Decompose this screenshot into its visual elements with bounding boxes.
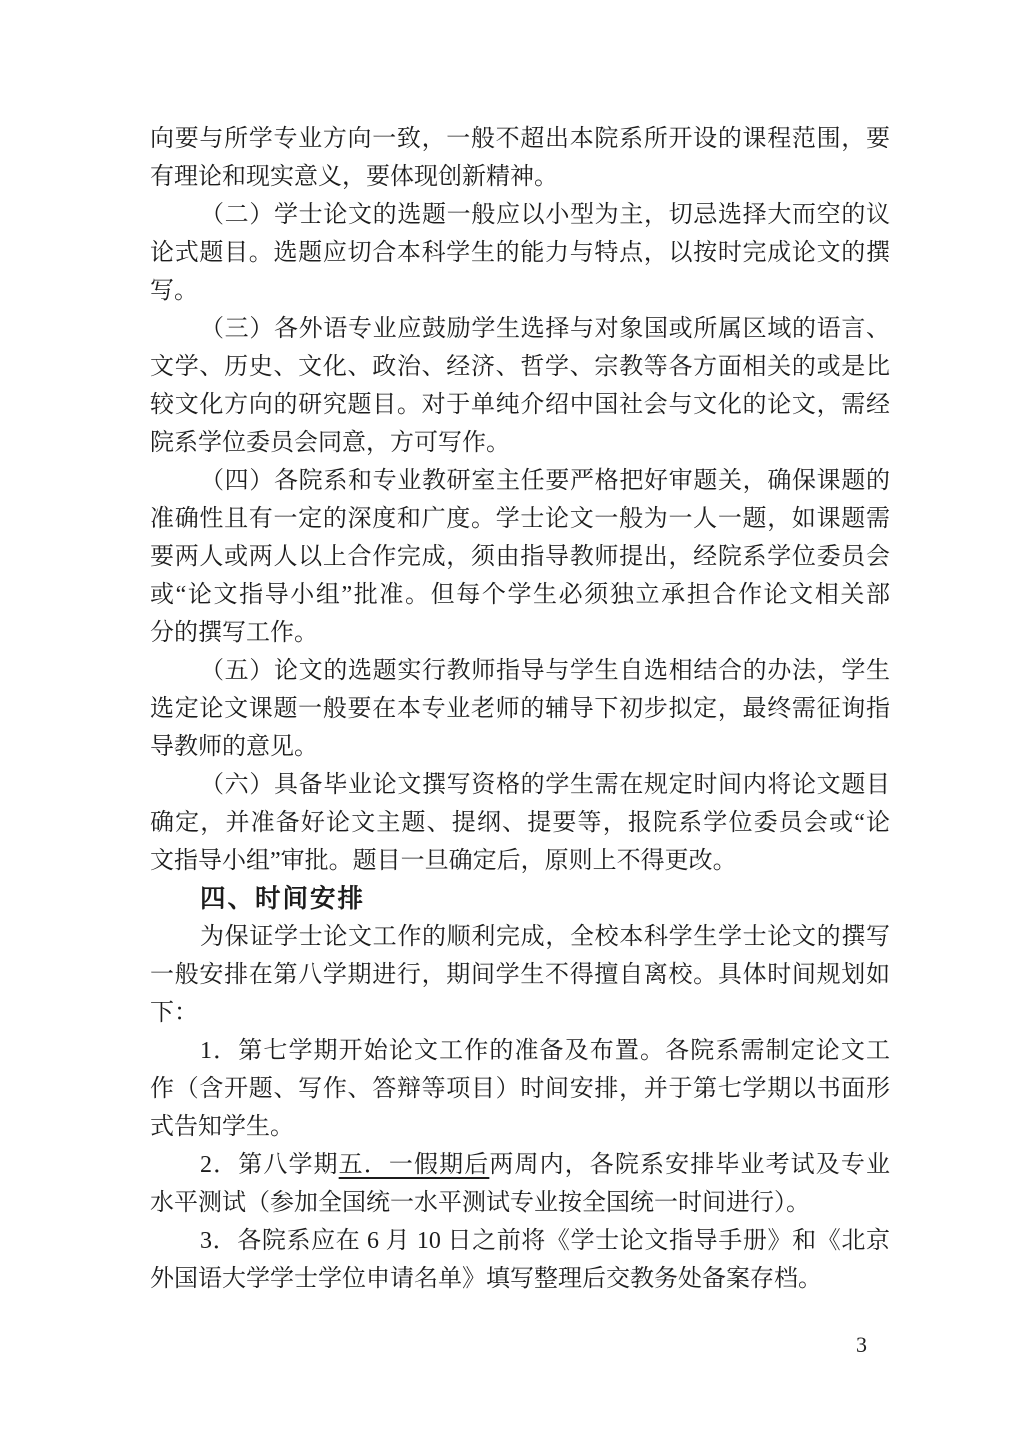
- paragraph: [150, 1146, 890, 1222]
- text-run: 文指导小组”审批。题目一旦确定后，原则上不得更改。: [150, 848, 737, 874]
- text-run: 外国语大学学士学位申请名单》填写整理后交教务处备案存档。: [150, 1266, 822, 1292]
- text-line: [150, 196, 890, 234]
- text-run: 准确性且有一定的深度和广度。学士论文一般为一人一题，如课题需: [150, 506, 890, 532]
- text-line: [150, 766, 890, 804]
- paragraph: [150, 196, 890, 310]
- text-line: [150, 386, 890, 424]
- text-run: 四、时间安排: [200, 884, 366, 913]
- text-line: [150, 728, 890, 766]
- page-number: 3: [856, 1332, 867, 1357]
- text-run: 作（含开题、写作、答辩等项目）时间安排，并于第七学期以书面形: [150, 1076, 890, 1102]
- text-line: [150, 348, 890, 386]
- text-line: [150, 310, 890, 348]
- text-line: [150, 690, 890, 728]
- text-line: [150, 918, 890, 956]
- text-run: 3．各院系应在 6 月 10 日之前将《学士论文指导手册》和《北京: [200, 1228, 890, 1254]
- paragraph: [150, 462, 890, 652]
- text-line: [150, 272, 890, 310]
- text-line: [150, 1146, 890, 1184]
- text-run: 写。: [150, 278, 198, 304]
- text-line: [150, 1070, 890, 1108]
- document-content: [150, 120, 890, 1298]
- paragraph: [150, 120, 890, 196]
- text-line: [150, 234, 890, 272]
- text-run: 向要与所学专业方向一致，一般不超出本院系所开设的课程范围，要: [150, 126, 890, 152]
- paragraph: [150, 1032, 890, 1146]
- text-line: [150, 1032, 890, 1070]
- text-run: 分的撰写工作。: [150, 620, 318, 646]
- text-run: 确定，并准备好论文主题、提纲、提要等，报院系学位委员会或“论: [150, 810, 890, 836]
- section-heading: [150, 880, 890, 918]
- text-line: [150, 652, 890, 690]
- text-run: 水平测试（参加全国统一水平测试专业按全国统一时间进行）。: [150, 1190, 810, 1216]
- text-line: [150, 804, 890, 842]
- text-run: 文学、历史、文化、政治、经济、哲学、宗教等各方面相关的或是比: [150, 354, 890, 380]
- text-line: [150, 842, 890, 880]
- text-run: 要两人或两人以上合作完成，须由指导教师提出，经院系学位委员会: [150, 544, 890, 570]
- text-run: 较文化方向的研究题目。对于单纯介绍中国社会与文化的论文，需经: [150, 392, 890, 418]
- underlined-text: 五．一假期后: [338, 1152, 490, 1178]
- text-run: （六）具备毕业论文撰写资格的学生需在规定时间内将论文题目: [200, 772, 890, 798]
- text-run: 1．第七学期开始论文工作的准备及布置。各院系需制定论文工: [200, 1038, 890, 1064]
- text-line: [150, 614, 890, 652]
- text-line: [150, 1184, 890, 1222]
- paragraph: [150, 310, 890, 462]
- text-run: 式告知学生。: [150, 1114, 294, 1140]
- text-run: 导教师的意见。: [150, 734, 318, 760]
- text-run: （四）各院系和专业教研室主任要严格把好审题关，确保课题的: [200, 468, 890, 494]
- text-line: [150, 1108, 890, 1146]
- text-run: 选定论文课题一般要在本专业老师的辅导下初步拟定，最终需征询指: [150, 696, 890, 722]
- text-line: [150, 500, 890, 538]
- text-run: 为保证学士论文工作的顺利完成，全校本科学生学士论文的撰写: [200, 924, 890, 950]
- text-run: 有理论和现实意义，要体现创新精神。: [150, 164, 558, 190]
- text-line: [150, 462, 890, 500]
- text-run: （二）学士论文的选题一般应以小型为主，切忌选择大而空的议: [200, 202, 890, 228]
- text-line: [150, 424, 890, 462]
- text-line: [150, 994, 890, 1032]
- text-run: 或“论文指导小组”批准。但每个学生必须独立承担合作论文相关部: [150, 582, 890, 608]
- text-line: [150, 1260, 890, 1298]
- paragraph: [150, 766, 890, 880]
- text-line: [150, 1222, 890, 1260]
- text-run: 论式题目。选题应切合本科学生的能力与特点，以按时完成论文的撰: [150, 240, 890, 266]
- text-run: 两周内，各院系安排毕业考试及专业: [489, 1152, 891, 1178]
- text-run: （三）各外语专业应鼓励学生选择与对象国或所属区域的语言、: [200, 316, 890, 342]
- text-line: [150, 538, 890, 576]
- text-run: 一般安排在第八学期进行，期间学生不得擅自离校。具体时间规划如: [150, 962, 890, 988]
- paragraph: [150, 918, 890, 1032]
- text-line: [150, 158, 890, 196]
- text-line: [150, 956, 890, 994]
- text-run: 2．第八学期: [200, 1152, 339, 1178]
- text-line: [150, 880, 890, 918]
- text-run: 院系学位委员会同意，方可写作。: [150, 430, 510, 456]
- paragraph: [150, 1222, 890, 1298]
- text-line: [150, 576, 890, 614]
- text-line: [150, 120, 890, 158]
- text-run: （五）论文的选题实行教师指导与学生自选相结合的办法，学生: [200, 658, 890, 684]
- paragraph: [150, 652, 890, 766]
- text-run: 下：: [150, 1000, 198, 1026]
